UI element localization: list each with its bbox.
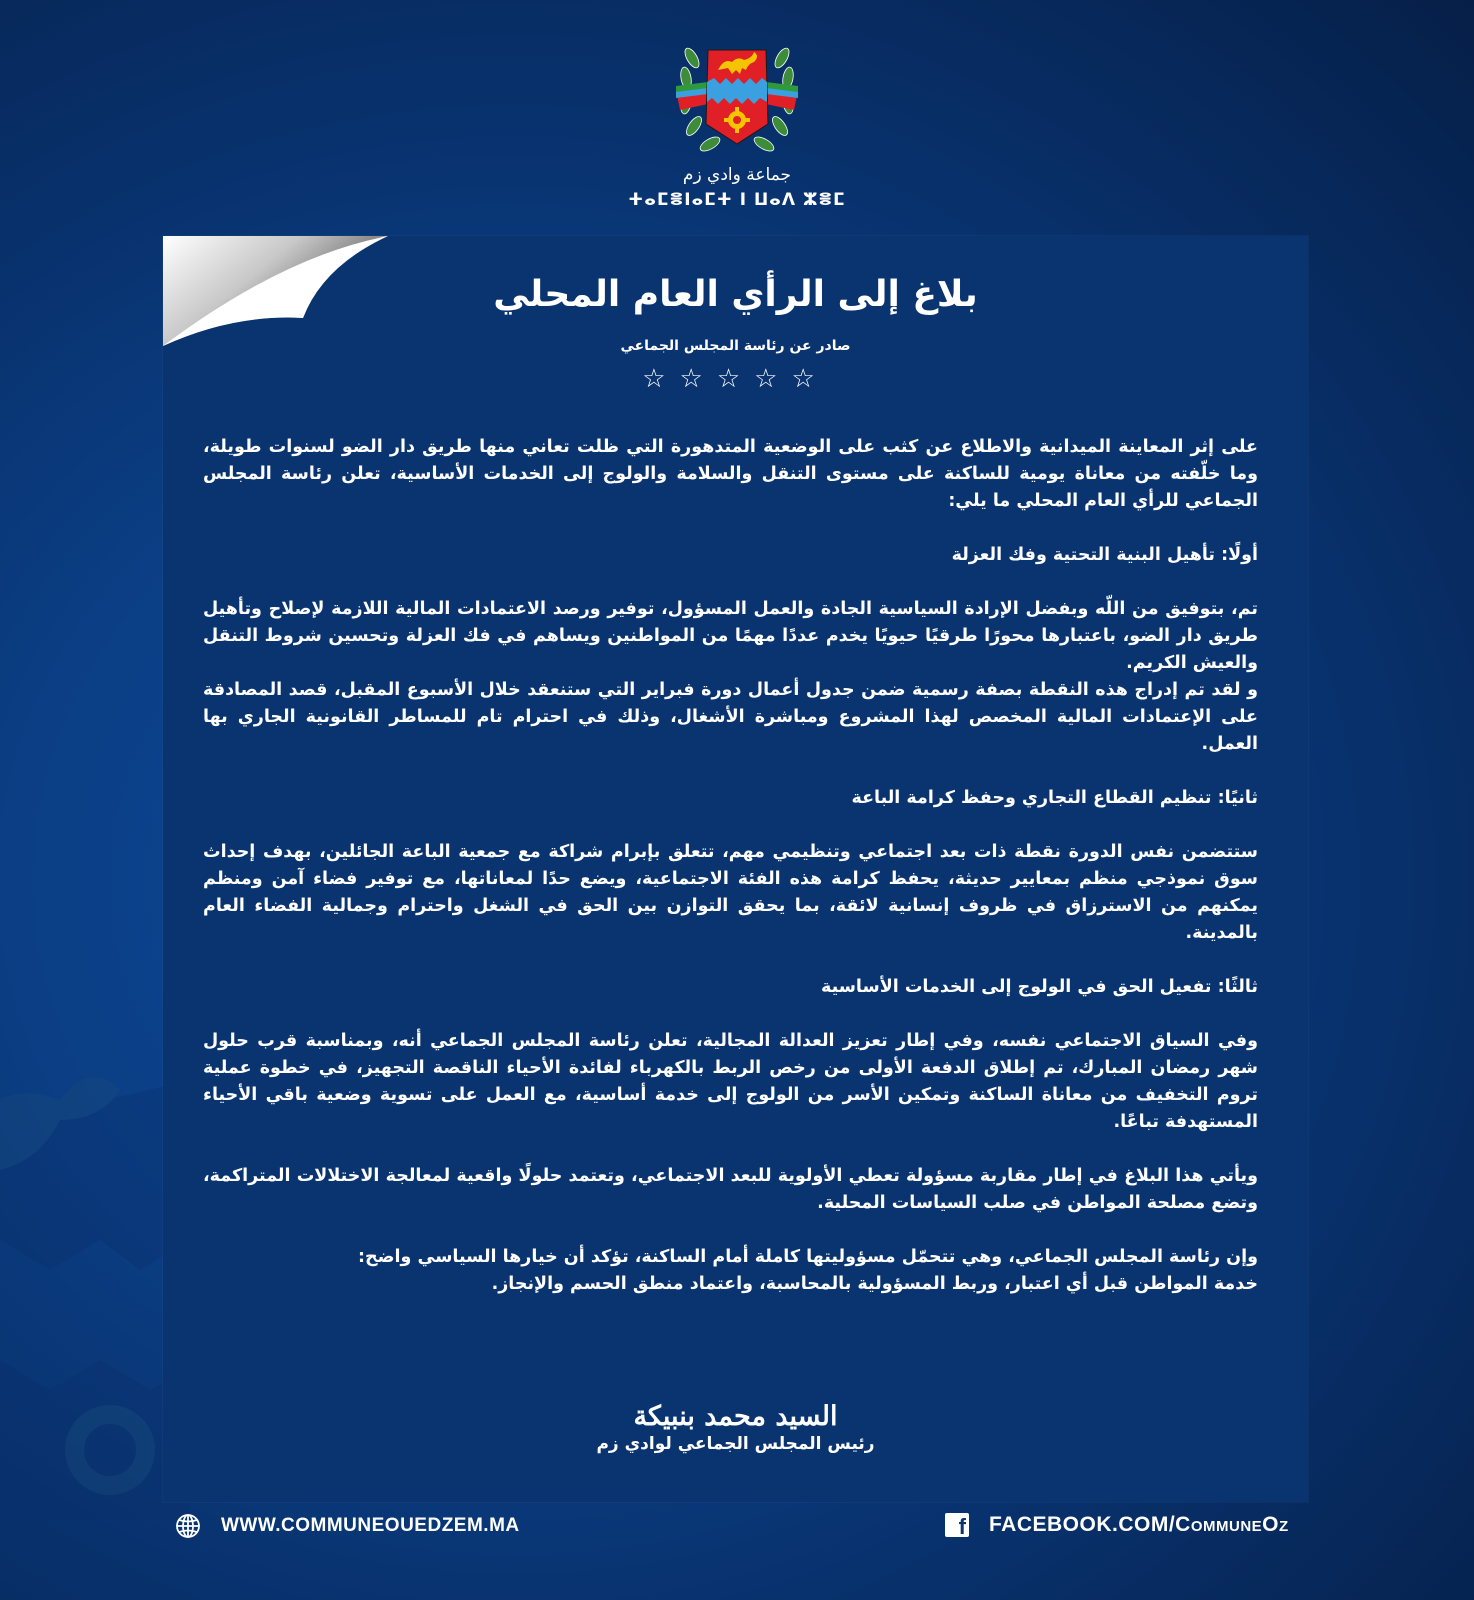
star-icon: ☆ <box>642 364 680 394</box>
intro-paragraph: على إثر المعاينة الميدانية والاطلاع عن كثب على الوضعية المتدهورة التي ظلت تعاني منها طريق دار الضو لسنوات طويلة، وما خلّفته من معاناة يومية للساكنة على مستوى التنقل والسلامة والولوج إلى الخدمات الأساسية، تعلن رئاسة المجلس الجماعي للرأي العام المحلي ما يلي: <box>203 437 1258 511</box>
communique-title: بلاغ إلى الرأي العام المحلي <box>493 274 978 315</box>
section-2-paragraph-1: ستتضمن نفس الدورة نقطة ذات بعد اجتماعي وتنظيمي مهم، تتعلق بإبرام شراكة مع جمعية الباعة الجائلين، بهدف إحداث سوق نموذجي منظم بمعايير حديثة، يحفظ كرامة هذه الفئة الاجتماعية، ويضع حدًا لمعاناتها، مع توفير فضاء آمن ومنظم يمكنهم من الاسترزاق في ظروف إنسانية لائقة، بما يحقق التوازن بين الحق في الشغل واحترام وجمالية الفضاء العام بالمدينة. <box>203 842 1258 943</box>
facebook-link[interactable]: FACEBOOK.COM/CommuneOz <box>989 1513 1289 1536</box>
section-heading-2: ثانيًا: تنظيم القطاع التجاري وحفظ كرامة الباعة <box>851 788 1258 808</box>
header <box>0 20 1474 220</box>
org-name-arabic: جماعة وادي زم <box>682 165 792 185</box>
org-name-tifinagh: ⵜⴰⵎⴻⵏⴰⵎⵜ ⵏ ⵡⴰⴷ ⵣⴻⵎ <box>628 190 846 210</box>
background-emblem-watermark <box>0 1000 190 1560</box>
star-icon: ☆ <box>679 364 717 394</box>
closing-paragraph-1: ويأتي هذا البلاغ في إطار مقاربة مسؤولة تعطي الأولوية للبعد الاجتماعي، وتعتمد حلولًا واقعية لمعالجة الاختلالات المتراكمة، وتضع مصلحة المواطن في صلب السياسات المحلية. <box>203 1166 1258 1213</box>
communique-body <box>203 434 1258 1298</box>
commune-emblem-logo <box>672 28 802 168</box>
section-heading-1: أولًا: تأهيل البنية التحتية وفك العزلة <box>951 545 1258 565</box>
star-icon: ☆ <box>754 364 792 394</box>
website-link-group[interactable] <box>175 1513 520 1539</box>
signatory-role: رئيس المجلس الجماعي لوادي زم <box>596 1434 875 1454</box>
section-3-paragraph-1: وفي السياق الاجتماعي نفسه، وفي إطار تعزيز العدالة المجالية، تعلن رئاسة المجلس الجماعي أنه، وبمناسبة قرب حلول شهر رمضان المبارك، تم إطلاق الدفعة الأولى من رخص الربط بالكهرباء لفائدة الأحياء الناقصة التجهيز، في خطوة عملية تروم التخفيف من معاناة الساكنة وتمكين الأسر من الولوج إلى خدمة أساسية، مع العمل على تسوية وضعية باقي الأحياء المستهدفة تباعًا. <box>203 1031 1258 1132</box>
closing-paragraph-2-line-2: خدمة المواطن قبل أي اعتبار، وربط المسؤولية بالمحاسبة، واعتماد منطق الحسم والإنجاز. <box>491 1274 1258 1294</box>
facebook-icon: f <box>945 1513 969 1537</box>
communique-subtitle: صادر عن رئاسة المجلس الجماعي <box>620 338 851 354</box>
website-link[interactable]: WWW.COMMUNEOUEDZEM.MA <box>221 1515 520 1536</box>
signature-block <box>163 1401 1308 1454</box>
closing-paragraph-2-line-1: وإن رئاسة المجلس الجماعي، وهي تتحمّل مسؤوليتها كاملة أمام الساكنة، تؤكد أن خيارها السياسي واضح: <box>358 1247 1258 1267</box>
facebook-link-group[interactable] <box>945 1513 1289 1537</box>
section-1-paragraph-1: تم، بتوفيق من اللّه وبفضل الإرادة السياسية الجادة والعمل المسؤول، توفير ورصد الاعتمادات المالية اللازمة لإصلاح وتأهيل طريق دار الضو، باعتبارها محورًا طرقيًا حيويًا يخدم عددًا مهمًا من المواطنين ويساهم في فك العزلة وتحسين شروط التنقل والعيش الكريم. <box>203 599 1258 673</box>
section-1-paragraph-2: و لقد تم إدراج هذه النقطة بصفة رسمية ضمن جدول أعمال دورة فبراير التي ستنعقد خلال الأسبوع المقبل، قصد المصادقة على الإعتمادات المالية المخصص لهذا المشروع ومباشرة الأشغال، وذلك في احترام تام للمساطر القانونية الجاري بها العمل. <box>203 680 1258 754</box>
star-icon: ☆ <box>791 364 829 394</box>
communique-panel <box>163 236 1308 1502</box>
section-heading-3: ثالثًا: تفعيل الحق في الولوج إلى الخدمات الأساسية <box>820 977 1258 997</box>
star-divider <box>163 364 1308 394</box>
star-icon: ☆ <box>716 364 755 394</box>
signatory-name: السيد محمد بنبيكة <box>633 1401 838 1432</box>
globe-icon <box>175 1513 201 1539</box>
footer <box>0 1505 1474 1565</box>
